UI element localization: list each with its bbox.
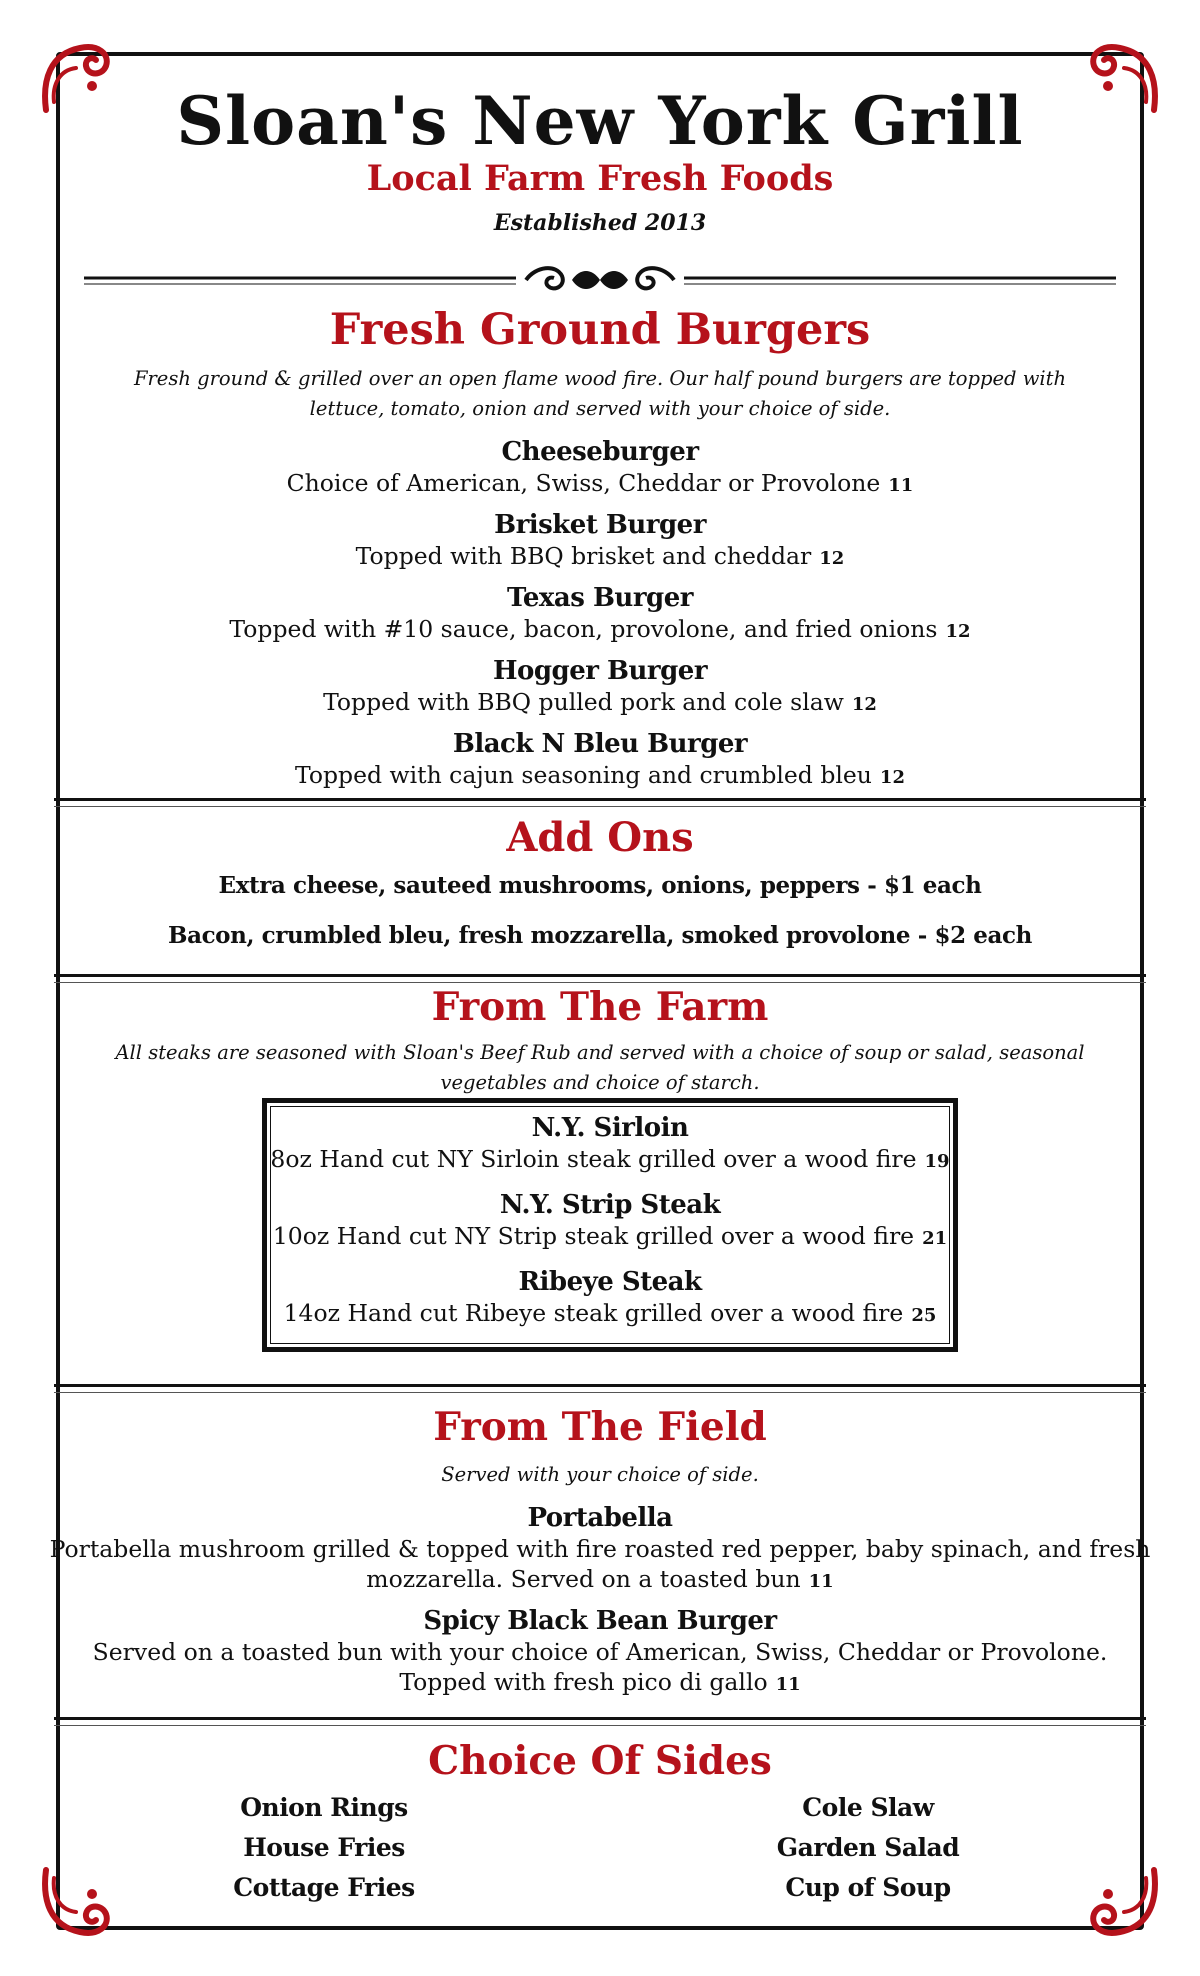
- menu-item: [0, 1605, 1200, 1700]
- section-title-farm: From The Farm: [431, 984, 769, 1030]
- item-price: 11: [808, 1571, 834, 1592]
- addon-line: Extra cheese, sauteed mushrooms, onions, peppers - $1 each: [218, 872, 982, 899]
- section-divider: [54, 1384, 1146, 1387]
- item-price: 12: [945, 621, 971, 642]
- item-description: Topped with #10 sauce, bacon, provolone, and fried onions 12: [229, 615, 971, 643]
- side-item: House Fries: [243, 1833, 405, 1862]
- side-item: Garden Salad: [776, 1833, 960, 1862]
- menu-item: [262, 1189, 958, 1254]
- item-name: Texas Burger: [507, 583, 693, 613]
- item-name: Brisket Burger: [494, 510, 706, 540]
- item-price: 12: [819, 548, 845, 569]
- menu-item: [0, 582, 1200, 647]
- corner-ornament-icon: [1086, 1866, 1160, 1940]
- tagline: Local Farm Fresh Foods: [366, 158, 834, 199]
- menu-item: [262, 1112, 958, 1177]
- section-title-addons: Add Ons: [506, 814, 694, 861]
- item-price: 12: [851, 694, 877, 715]
- item-price: 12: [879, 767, 905, 788]
- section-divider: [54, 1717, 1146, 1720]
- item-price: 11: [888, 475, 914, 496]
- restaurant-title: Sloan's New York Grill: [176, 82, 1024, 160]
- item-description: Topped with fresh pico di gallo 11: [399, 1668, 801, 1696]
- section-divider: [54, 1392, 1146, 1393]
- item-name: Ribeye Steak: [518, 1267, 702, 1297]
- established-note: Established 2013: [493, 210, 707, 236]
- item-description: 8oz Hand cut NY Sirloin steak grilled over a wood fire 19: [270, 1145, 950, 1173]
- item-price: 25: [911, 1305, 937, 1326]
- item-name: N.Y. Sirloin: [531, 1113, 689, 1143]
- menu-item: [0, 728, 1200, 793]
- item-price: 19: [924, 1151, 950, 1172]
- item-description: Topped with BBQ pulled pork and cole slaw 12: [323, 688, 877, 716]
- section-divider: [54, 1725, 1146, 1726]
- item-name: N.Y. Strip Steak: [499, 1190, 721, 1220]
- section-divider: [54, 982, 1146, 983]
- item-description: Choice of American, Swiss, Cheddar or Provolone 11: [286, 469, 914, 497]
- menu-item: [0, 655, 1200, 720]
- field-description: Served with your choice of side.: [441, 1463, 759, 1486]
- side-item: Onion Rings: [240, 1793, 408, 1822]
- item-name: Portabella: [527, 1503, 673, 1533]
- section-divider: [54, 798, 1146, 801]
- section-title-field: From The Field: [433, 1404, 767, 1450]
- item-name: Black N Bleu Burger: [452, 729, 748, 759]
- item-description: Served on a toasted bun with your choice of American, Swiss, Cheddar or Provolone.: [92, 1638, 1108, 1666]
- item-description: Topped with BBQ brisket and cheddar 12: [355, 542, 845, 570]
- item-price: 11: [775, 1674, 801, 1695]
- menu-item: [0, 509, 1200, 574]
- item-description: 10oz Hand cut NY Strip steak grilled over a wood fire 21: [272, 1222, 948, 1250]
- item-description: Topped with cajun seasoning and crumbled bleu 12: [295, 761, 905, 789]
- section-title-burgers: Fresh Ground Burgers: [329, 305, 871, 355]
- flourish-divider-icon: [84, 258, 1116, 302]
- item-name: Spicy Black Bean Burger: [423, 1606, 777, 1636]
- burgers-description: Fresh ground & grilled over an open flame wood fire. Our half pound burgers are topped with lettuce, tomato, onion and served with your choice of side.: [133, 367, 1067, 420]
- menu-item: [0, 1502, 1200, 1597]
- menu-item: [0, 436, 1200, 501]
- item-name: Cheeseburger: [501, 437, 699, 467]
- side-item: Cole Slaw: [802, 1793, 934, 1822]
- item-description: 14oz Hand cut Ribeye steak grilled over a wood fire 25: [283, 1299, 937, 1327]
- addon-line: Bacon, crumbled bleu, fresh mozzarella, smoked provolone - $2 each: [168, 922, 1032, 949]
- menu-item: [262, 1266, 958, 1331]
- farm-description: All steaks are seasoned with Sloan's Beef Rub and served with a choice of soup or salad, seasonal vegetables and choice of starch.: [115, 1041, 1085, 1094]
- item-name: Hogger Burger: [492, 656, 708, 686]
- section-divider: [54, 806, 1146, 807]
- item-description: mozzarella. Served on a toasted bun 11: [366, 1565, 834, 1593]
- item-price: 21: [922, 1228, 948, 1249]
- item-description: Portabella mushroom grilled & topped with fire roasted red pepper, baby spinach, and fresh: [49, 1535, 1151, 1563]
- side-item: Cottage Fries: [233, 1873, 415, 1902]
- side-item: Cup of Soup: [785, 1873, 951, 1902]
- section-divider: [54, 974, 1146, 977]
- section-title-sides: Choice Of Sides: [428, 1738, 772, 1784]
- corner-ornament-icon: [40, 1866, 114, 1940]
